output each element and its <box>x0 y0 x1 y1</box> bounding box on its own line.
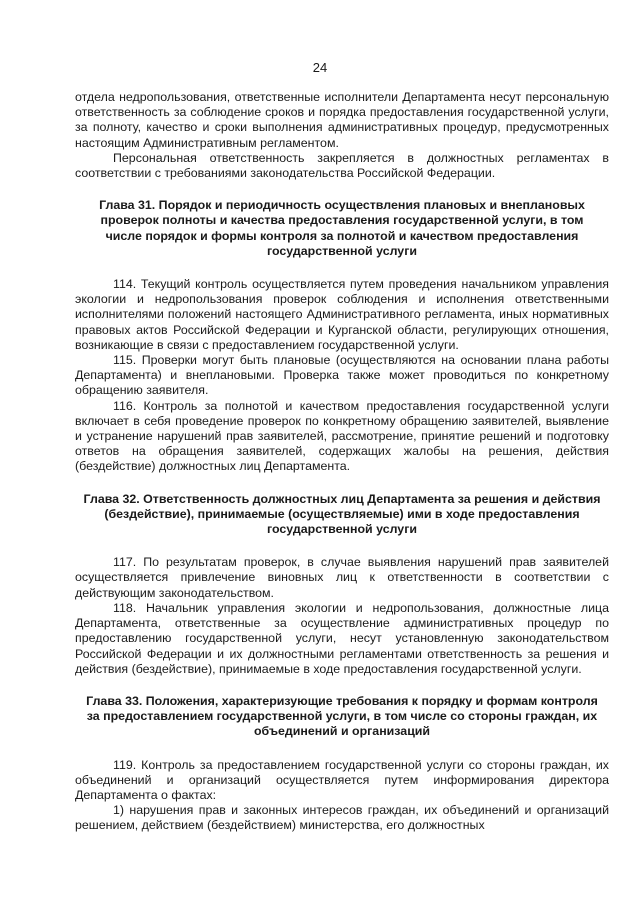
chapter-31-heading: Глава 31. Порядок и периодичность осуществления плановых и внеплановых проверок полноты и качества предоставления государственной услуги, в том числе порядок и формы контроля за полнотой и качеством предоставления государственной услуги <box>99 198 585 258</box>
chapter-32-heading: Глава 32. Ответственность должностных лиц Департамента за решения и действия (бездействие), принимаемые (осуществляемые) ими в ходе предоставления государственной услуги <box>83 491 601 537</box>
paragraph-117: 117. По результатам проверок, в случае выявления нарушений прав заявителей осуществляется привлечение виновных лиц к ответственности в соответствии с действующим законодательством. <box>75 555 609 600</box>
paragraph-119: 119. Контроль за предоставлением государственной услуги со стороны граждан, их объединений и организаций осуществляется путем информирования директора Департамента о фактах: <box>75 757 609 802</box>
document-body <box>75 90 609 834</box>
paragraph-118: 118. Начальник управления экологии и недропользования, должностные лица Департамента, ответственные за осуществление административных процедур по предоставлению государственной услуги, несут установленную законодательством Российской Федерации и их должностными регламентами ответственность за решения и действия (бездействие), принимаемые в ходе предоставления государственной услуги. <box>75 600 609 676</box>
chapter-33-heading: Глава 33. Положения, характеризующие требования к порядку и формам контроля за предоставлением государственной услуги, в том числе со стороны граждан, их объединений и организаций <box>86 693 598 739</box>
paragraph-personal-responsibility: Персональная ответственность закрепляется в должностных регламентах в соответствии с требованиями законодательства Российской Федерации. <box>75 150 609 181</box>
paragraph-119-item-1: 1) нарушения прав и законных интересов граждан, их объединений и организаций решением, действием (бездействием) министерства, его должностных <box>75 803 609 833</box>
paragraph-responsibility-intro: отдела недропользования, ответственные исполнители Департамента несут персональную ответственность за соблюдение сроков и порядка предоставления государственной услуги, за полноту, качество и сроки выполнения административных процедур, предусмотренных настоящим Административным регламентом. <box>75 90 609 150</box>
paragraph-114: 114. Текущий контроль осуществляется путем проведения начальником управления экологии и недропользования проверок соблюдения и исполнения ответственными исполнителями положений настоящего Административного регламента, иных нормативных правовых актов Российской Федерации и Курганской области, регулирующих отношения, возникающие в связи с предоставлением государственной услуги. <box>75 277 609 352</box>
paragraph-115: 115. Проверки могут быть плановые (осуществляются на основании плана работы Департамента) и внеплановыми. Проверка также может проводиться по конкретному обращению заявителя. <box>75 353 609 398</box>
paragraph-116: 116. Контроль за полнотой и качеством предоставления государственной услуги включает в себя проведение проверок по конкретному обращению заявителей, выявление и устранение нарушений прав заявителей, рассмотрение, принятие решений и подготовку ответов на обращения заявителей, содержащих жалобы на решения, действия (бездействие) должностных лиц Департамента. <box>75 398 609 474</box>
page-number: 24 <box>312 60 328 75</box>
